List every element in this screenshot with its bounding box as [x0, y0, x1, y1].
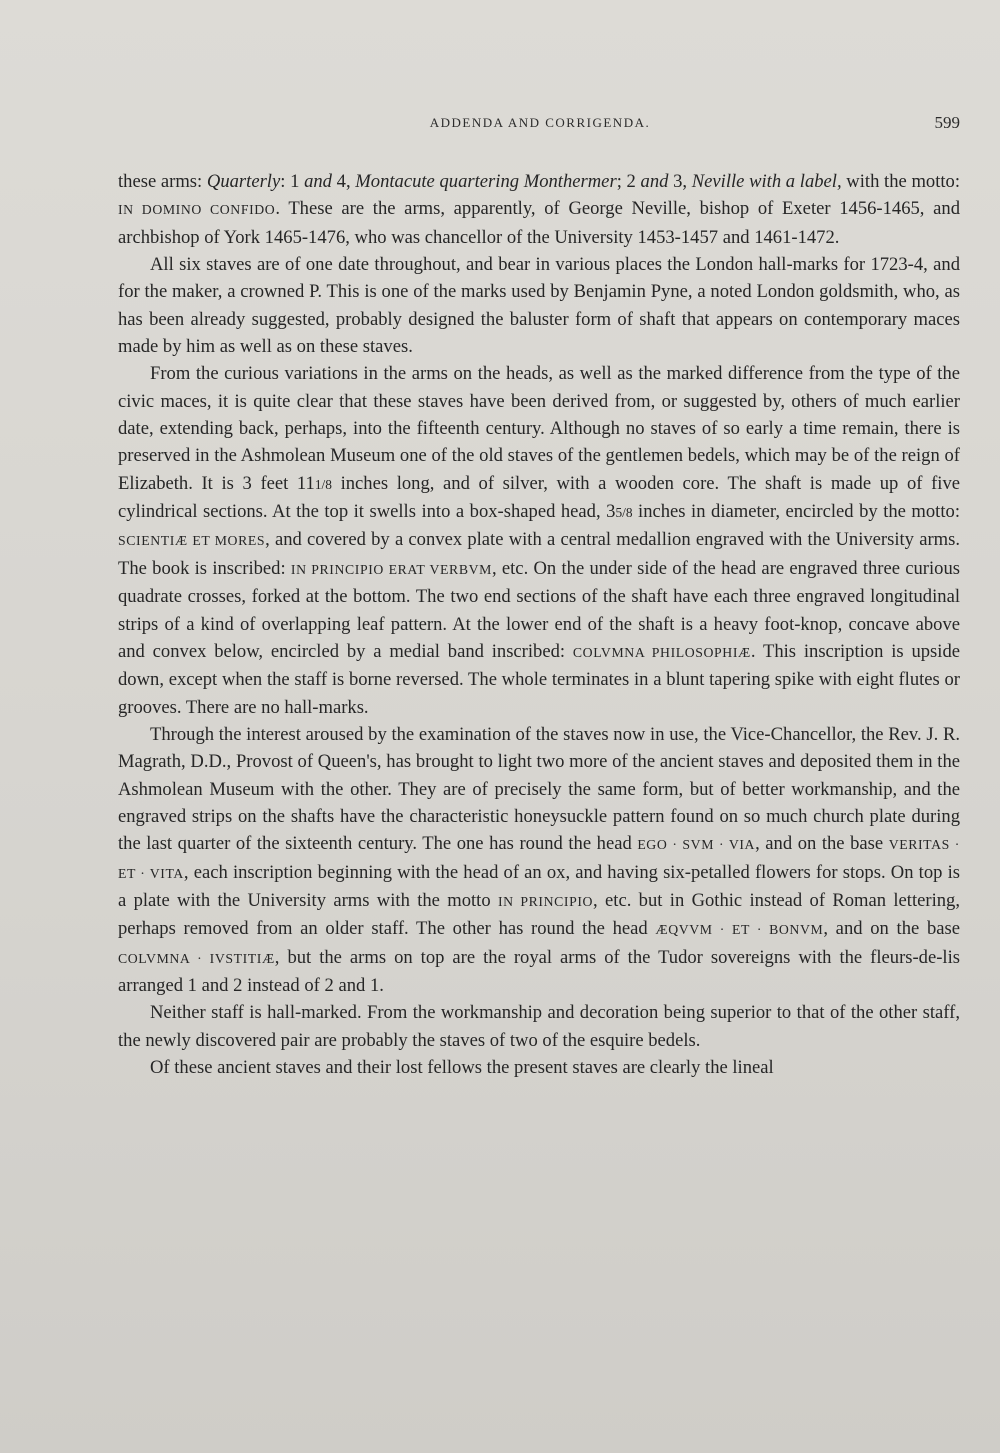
- small-caps-inscription: SCIENTIÆ ET MORES: [118, 533, 266, 549]
- text-run: , each inscription beginning with the head of an ox, and having six-petalled flowers for stops. On top is a plate with the University arms with the motto: [118, 861, 960, 911]
- text-run: , and on the base: [823, 918, 961, 940]
- text-run: ; 2: [616, 171, 641, 192]
- body-text: [118, 168, 960, 1081]
- small-caps-inscription: IN PRINCIPIO: [497, 893, 594, 909]
- small-caps-motto: IN DOMINO CONFIDO: [118, 202, 276, 218]
- text-run: these arms:: [118, 171, 207, 192]
- text-run: Of these ancient staves and their lost fellows the present staves are clearly the lineal: [150, 1057, 774, 1078]
- text-run: Neither staff is hall-marked. From the workmanship and decoration being superior to that of the other staff, the newly discovered pair are probably the staves of two of the esquire bedels.: [118, 1002, 960, 1051]
- paragraph-4: [118, 721, 960, 999]
- running-head: ADDENDA AND CORRIGENDA.: [429, 115, 651, 130]
- text-run: , etc. On the under side of the head are engraved three curious quadrate crosses, forked at the bottom. The two end sections of the shaft have each three engraved longitudinal strips of a kind of overlapping leaf pattern. At the lower end of the shaft is a heavy foot-knop, concave above and convex below, encircled by a medial band inscribed:: [118, 557, 960, 662]
- small-caps-inscription: EGO · SVM · VIA: [637, 837, 756, 853]
- italic-text: and: [640, 171, 669, 192]
- text-run: , etc. but in Gothic instead of Roman lettering, perhaps removed from an older staff. The other has round the head: [118, 889, 960, 940]
- paragraph-2: [118, 251, 960, 360]
- paragraph-5: [118, 999, 960, 1054]
- small-caps-inscription: IN PRINCIPIO ERAT VERBVM: [290, 561, 492, 577]
- text-run: From the curious variations in the arms on the heads, as well as the marked difference from the type of the civic maces, it is quite clear that these staves have been derived from, or suggested by, others of much earlier date, extending back, perhaps, into the fifteenth century. Although no staves of so early a time remain, there is preserved in the Ashmolean Museum one of the old staves of the gentlemen bedels, which may be of the reign of Elizabeth. It is 3 feet 11: [118, 363, 960, 494]
- text-run: inches long, and of silver, with a wooden core. The shaft is made up of five cylindrical sections. At the top it swells into a box-shaped head, 3: [118, 472, 960, 523]
- small-caps-inscription: COLVMNA PHILOSOPHIÆ: [572, 644, 751, 660]
- italic-text: and: [304, 171, 332, 192]
- paragraph-6: [118, 1054, 960, 1081]
- paragraph-3: [118, 360, 960, 720]
- text-run: All six staves are of one date throughout, and bear in various places the London hall-marks for 1723-4, and for the maker, a crowned P. This is one of the marks used by Benjamin Pyne, a noted London goldsmith, who, as has been already suggested, probably designed the baluster form of shaft that appears on contemporary maces made by him as well as on these staves.: [118, 254, 960, 358]
- text-run: . These are the arms, apparently, of George Neville, bishop of Exeter 1456-1465, and archbishop of York 1465-1476, who was chancellor of the University 1453-1457 and 1461-1472.: [118, 198, 960, 248]
- text-run: . This inscription is upside down, except when the staff is borne reversed. The whole terminates in a blunt tapering spike with eight flutes or grooves. There are no hall-marks.: [118, 640, 960, 718]
- text-run: , but the arms on top are the royal arms of the Tudor sovereigns with the fleurs-de-lis arranged 1 and 2 instead of 2 and 1.: [118, 946, 960, 996]
- small-caps-inscription: VERITAS · ET · VITA: [118, 837, 960, 881]
- fraction: 1/8: [314, 476, 332, 492]
- text-run: 3,: [668, 171, 692, 192]
- text-run: : 1: [280, 171, 305, 192]
- fraction: 5/8: [615, 505, 633, 521]
- page-header: [118, 115, 962, 139]
- italic-text: Montacute quartering Monthermer: [355, 171, 617, 192]
- italic-text: Quarterly: [206, 171, 281, 192]
- text-run: , and covered by a convex plate with a central medallion engraved with the University arms. The book is inscribed:: [118, 529, 960, 579]
- paragraph-1: [118, 168, 960, 251]
- small-caps-inscription: ÆQVVM · ET · BONVM: [655, 922, 824, 938]
- text-run: , and on the base: [755, 833, 889, 855]
- small-caps-inscription: COLVMNA · IVSTITIÆ: [118, 950, 275, 966]
- text-run: 4,: [331, 171, 356, 192]
- page-number: 599: [934, 113, 960, 132]
- text-run: with the motto:: [841, 171, 961, 192]
- text-run: Through the interest aroused by the examination of the staves now in use, the Vice-Chancellor, the Rev. J. R. Magrath, D.D., Provost of Queen's, has brought to light two more of the ancient staves and deposited them in the Ashmolean Museum with the other. They are of precisely the same form, but of better workmanship, and the engraved strips on the shafts have the characteristic honeysuckle pattern found on so much church plate during the last quarter of the sixteenth century. The one has round the head: [118, 723, 960, 855]
- text-run: inches in diameter, encircled by the motto:: [632, 501, 960, 523]
- italic-text: Neville with a label,: [691, 171, 842, 192]
